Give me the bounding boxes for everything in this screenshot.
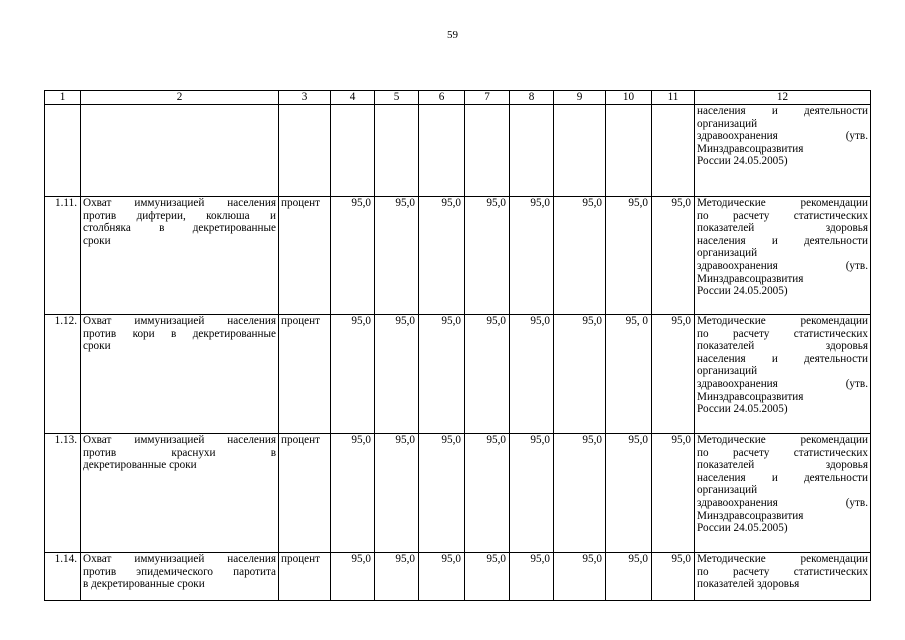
note-line: России 24.05.2005) (697, 403, 788, 416)
value-cell: 95,0 (419, 434, 465, 553)
indicator-name (81, 553, 279, 601)
indicator-name-line: сроки (83, 340, 111, 353)
column-header: 3 (279, 91, 331, 105)
note-cell (695, 315, 871, 434)
indicator-name-line: против кори в декретированные (83, 327, 276, 340)
note-line: здравоохранения (утв. (697, 259, 868, 272)
note-line: Методические рекомендации (697, 315, 868, 327)
note-line: здравоохранения (утв. (697, 130, 868, 143)
note-line: населения и деятельности (697, 105, 868, 117)
value-cell: 95,0 (510, 434, 554, 553)
value-cell: 95,0 (652, 197, 695, 315)
indicator-name-line: против краснухи в (83, 446, 276, 459)
value-cell: 95,0 (375, 315, 419, 434)
indicator-name (81, 197, 279, 315)
column-header: 10 (606, 91, 652, 105)
note-line: по расчету статистических (697, 565, 868, 578)
value-cell: 95,0 (465, 197, 510, 315)
column-header: 11 (652, 91, 695, 105)
column-header: 4 (331, 91, 375, 105)
value-cell: 95,0 (652, 434, 695, 553)
empty-cell (419, 105, 465, 197)
note-line: Минздравсоцразвития (697, 509, 804, 522)
value-cell: 95,0 (510, 197, 554, 315)
row-number: 1.14. (45, 553, 81, 601)
page-number: 59 (447, 29, 458, 41)
indicator-table (44, 90, 871, 601)
value-cell: 95,0 (419, 553, 465, 601)
empty-cell (331, 105, 375, 197)
note-line: показателей здоровья (697, 340, 868, 353)
note-line: по расчету статистических (697, 209, 868, 222)
unit-cell: процент (279, 434, 331, 553)
value-cell: 95,0 (465, 434, 510, 553)
value-cell: 95,0 (331, 197, 375, 315)
note-line: здравоохранения (утв. (697, 496, 868, 509)
indicator-name-line: столбняка в декретированные (83, 222, 276, 235)
value-cell: 95,0 (419, 197, 465, 315)
value-cell: 95,0 (606, 197, 652, 315)
note-line: Методические рекомендации (697, 553, 868, 565)
indicator-name-line: против эпидемического паротита (83, 565, 276, 578)
note-cell (695, 434, 871, 553)
note-line: организаций (697, 484, 758, 497)
note-cell (695, 197, 871, 315)
value-cell: 95,0 (554, 434, 606, 553)
value-cell: 95,0 (331, 315, 375, 434)
indicator-name (81, 315, 279, 434)
value-cell: 95,0 (652, 315, 695, 434)
note-line: Минздравсоцразвития (697, 142, 804, 155)
column-header: 8 (510, 91, 554, 105)
indicator-name-line: в декретированные сроки (83, 578, 205, 591)
value-cell: 95,0 (331, 434, 375, 553)
column-header: 6 (419, 91, 465, 105)
note-line: показателей здоровья (697, 222, 868, 235)
value-cell: 95,0 (375, 553, 419, 601)
empty-cell (375, 105, 419, 197)
indicator-name-line: декретированные сроки (83, 459, 197, 472)
row-number: 1.12. (45, 315, 81, 434)
empty-cell (45, 105, 81, 197)
unit-cell: процент (279, 315, 331, 434)
indicator-name (81, 434, 279, 553)
note-cell (695, 105, 871, 197)
value-cell: 95,0 (465, 553, 510, 601)
note-line: Минздравсоцразвития (697, 390, 804, 403)
note-line: населения и деятельности (697, 234, 868, 247)
indicator-name-line: Охват иммунизацией населения (83, 553, 276, 565)
note-line: населения и деятельности (697, 352, 868, 365)
note-line: Методические рекомендации (697, 434, 868, 446)
note-line: организаций (697, 247, 758, 260)
table-row (45, 197, 871, 315)
column-header: 7 (465, 91, 510, 105)
value-cell: 95,0 (419, 315, 465, 434)
note-line: Методические рекомендации (697, 197, 868, 209)
value-cell: 95,0 (554, 197, 606, 315)
value-cell: 95,0 (606, 553, 652, 601)
empty-cell (510, 105, 554, 197)
empty-cell (652, 105, 695, 197)
unit-cell: процент (279, 553, 331, 601)
note-line: России 24.05.2005) (697, 522, 788, 535)
note-line: Минздравсоцразвития (697, 272, 804, 285)
table-row (45, 434, 871, 553)
column-header: 5 (375, 91, 419, 105)
value-cell: 95,0 (554, 315, 606, 434)
note-line: организаций (697, 365, 758, 378)
value-cell: 95,0 (652, 553, 695, 601)
note-line: организаций (697, 117, 758, 130)
row-number: 1.11. (45, 197, 81, 315)
indicator-name-line: Охват иммунизацией населения (83, 315, 276, 327)
value-cell: 95, 0 (606, 315, 652, 434)
header-row (45, 91, 871, 105)
note-line: здравоохранения (утв. (697, 377, 868, 390)
note-cell (695, 553, 871, 601)
empty-cell (81, 105, 279, 197)
value-cell: 95,0 (554, 553, 606, 601)
value-cell: 95,0 (375, 197, 419, 315)
indicator-name-line: сроки (83, 234, 111, 247)
value-cell: 95,0 (375, 434, 419, 553)
note-line: показателей здоровья (697, 578, 800, 591)
indicator-name-line: Охват иммунизацией населения (83, 197, 276, 209)
table-row (45, 315, 871, 434)
column-header: 12 (695, 91, 871, 105)
value-cell: 95,0 (510, 553, 554, 601)
value-cell: 95,0 (606, 434, 652, 553)
note-line: России 24.05.2005) (697, 285, 788, 298)
table-row (45, 553, 871, 601)
note-line: населения и деятельности (697, 471, 868, 484)
table-row-continued (45, 105, 871, 197)
column-header: 2 (81, 91, 279, 105)
empty-cell (554, 105, 606, 197)
note-line: показателей здоровья (697, 459, 868, 472)
empty-cell (279, 105, 331, 197)
indicator-name-line: против дифтерии, коклюша и (83, 209, 276, 222)
unit-cell: процент (279, 197, 331, 315)
row-number: 1.13. (45, 434, 81, 553)
note-line: России 24.05.2005) (697, 155, 788, 168)
column-header: 9 (554, 91, 606, 105)
indicator-name-line: Охват иммунизацией населения (83, 434, 276, 446)
value-cell: 95,0 (510, 315, 554, 434)
empty-cell (465, 105, 510, 197)
note-line: по расчету статистических (697, 327, 868, 340)
note-line: по расчету статистических (697, 446, 868, 459)
column-header: 1 (45, 91, 81, 105)
empty-cell (606, 105, 652, 197)
value-cell: 95,0 (465, 315, 510, 434)
value-cell: 95,0 (331, 553, 375, 601)
